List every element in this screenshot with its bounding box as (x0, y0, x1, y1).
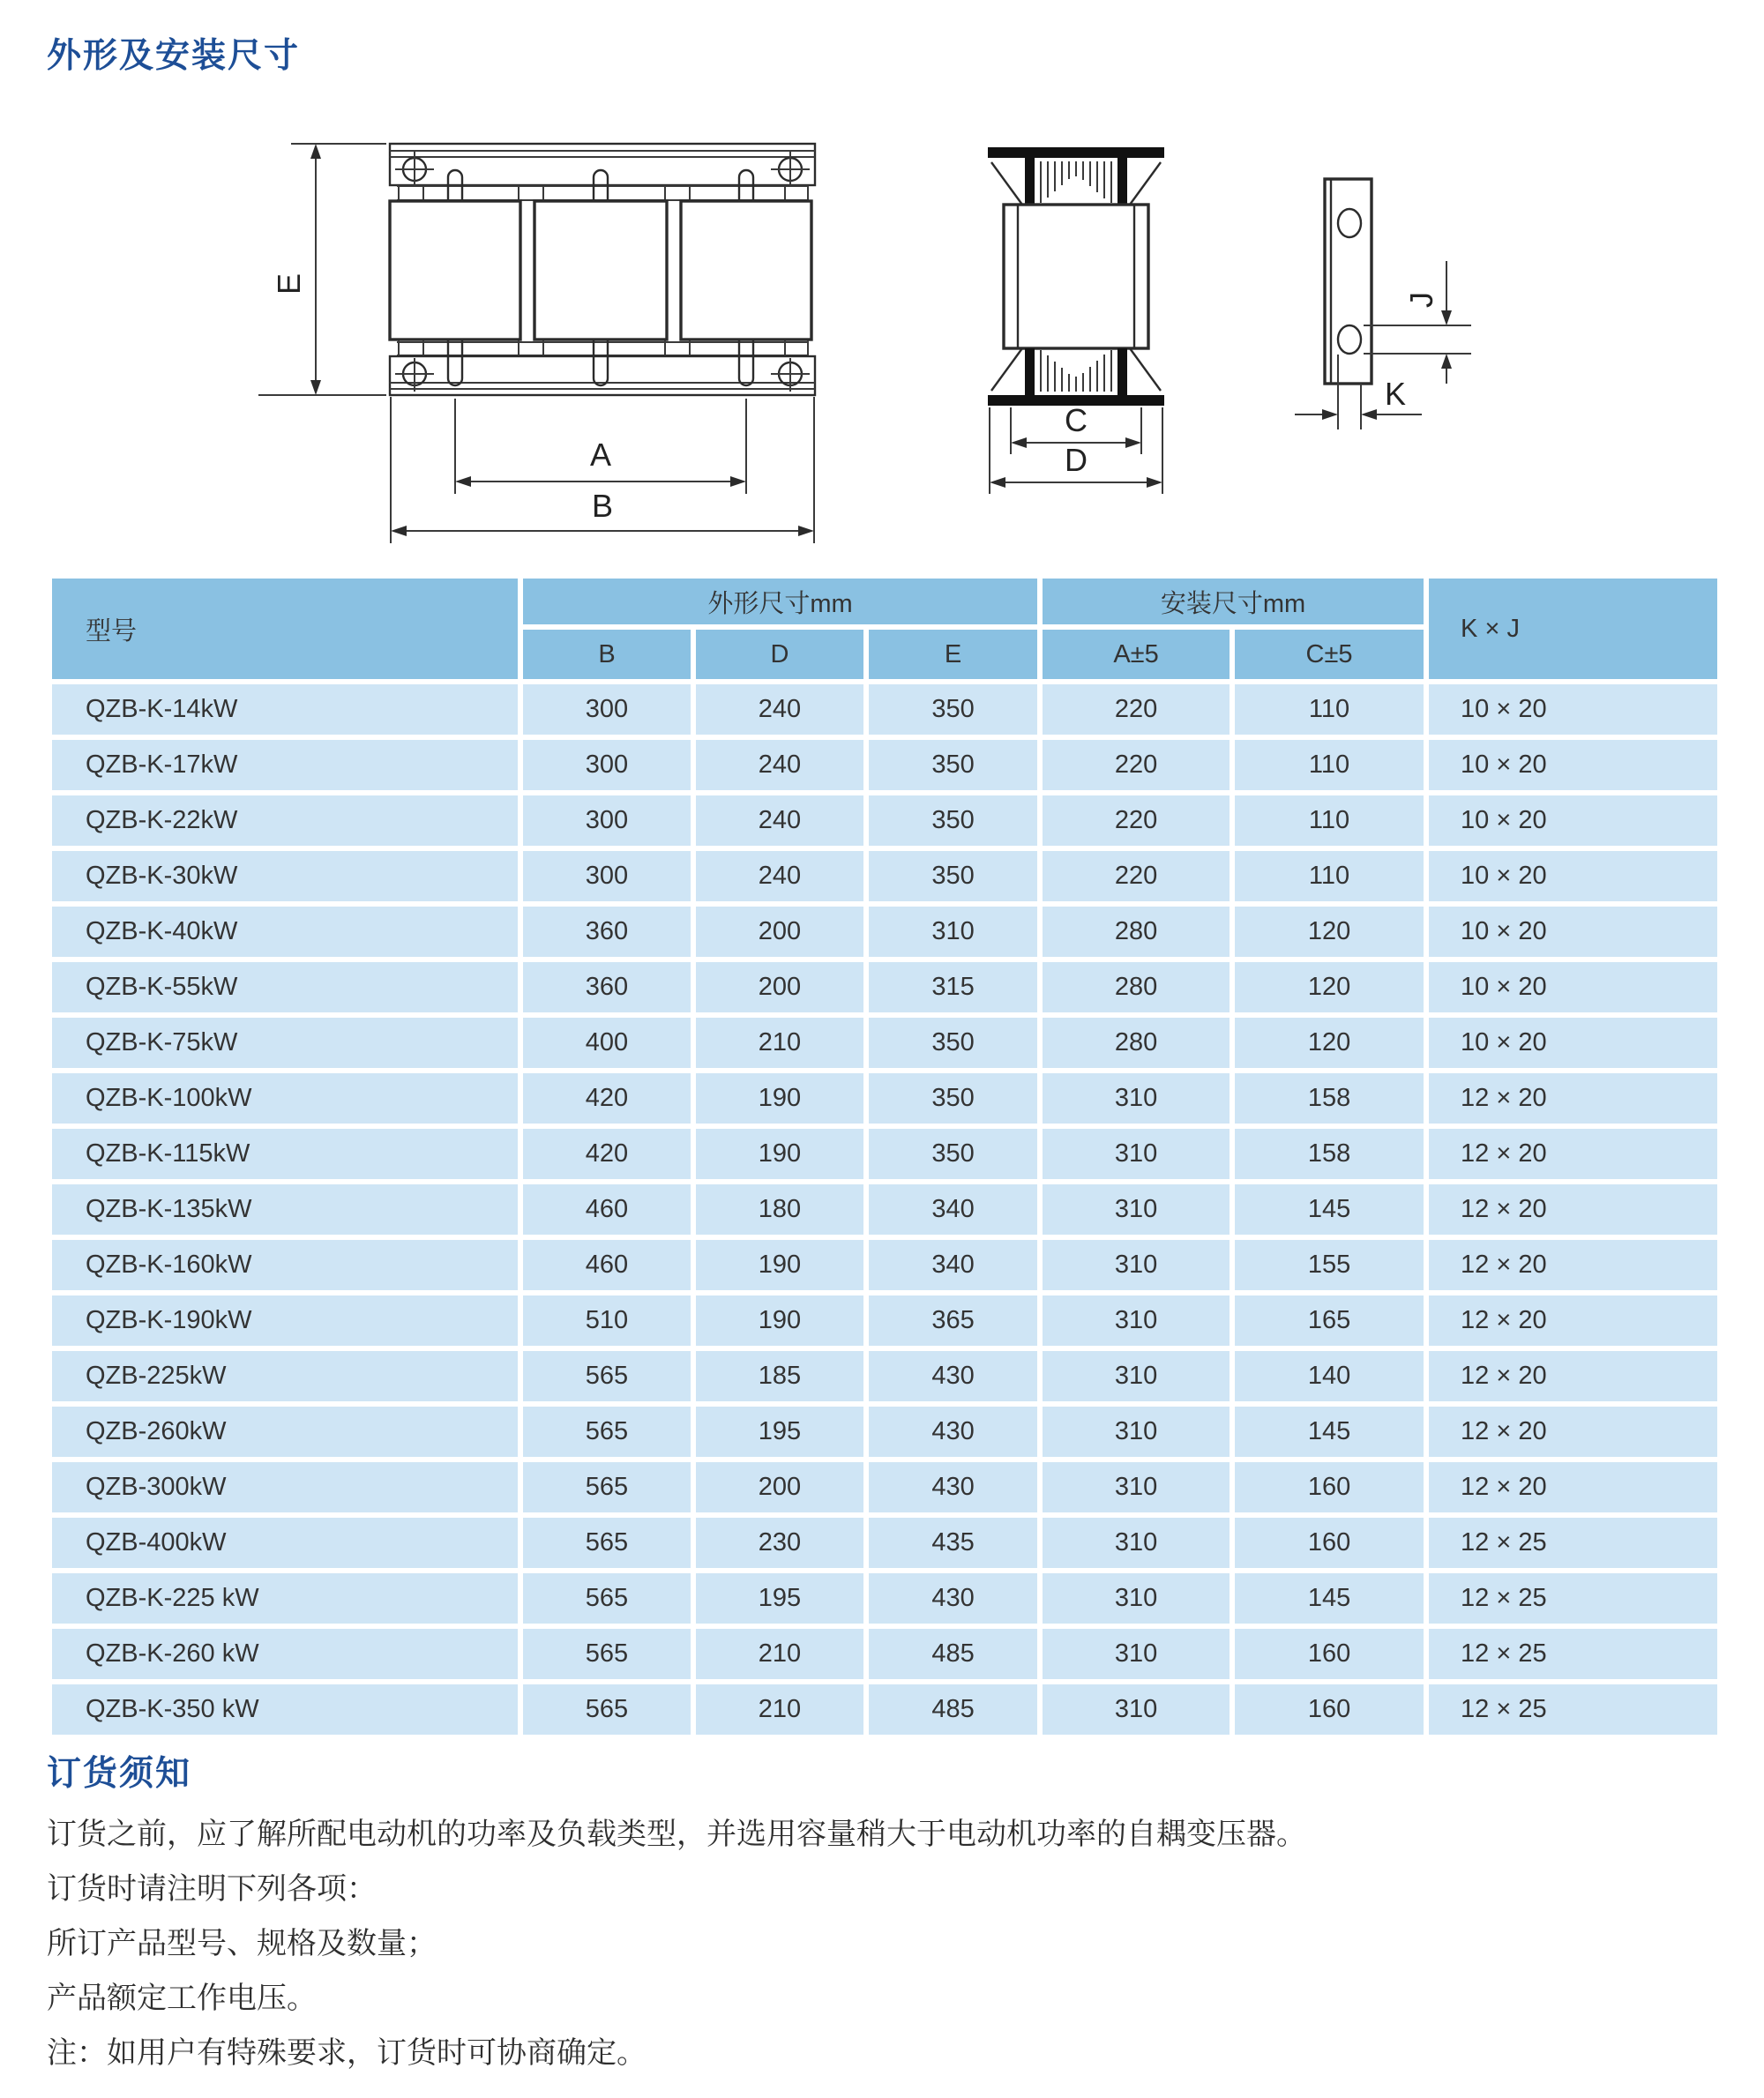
cell-e: 315 (866, 959, 1040, 1015)
cell-b: 565 (520, 1626, 693, 1682)
side-view-drawing (953, 123, 1208, 511)
col-header-d: D (693, 627, 866, 682)
cell-c: 120 (1232, 904, 1426, 959)
cell-e: 430 (866, 1460, 1040, 1515)
col-header-a: A±5 (1040, 627, 1232, 682)
cell-e: 310 (866, 904, 1040, 959)
dim-label-e: E (271, 273, 307, 295)
cell-kj: 10 × 20 (1426, 959, 1720, 1015)
cell-d: 200 (693, 959, 866, 1015)
cell-c: 160 (1232, 1515, 1426, 1571)
page-title: 外形及安装尺寸 (47, 37, 301, 75)
cell-e: 350 (866, 1071, 1040, 1126)
cell-kj: 10 × 20 (1426, 793, 1720, 848)
cell-a: 310 (1040, 1182, 1232, 1237)
cell-a: 280 (1040, 904, 1232, 959)
cell-c: 158 (1232, 1126, 1426, 1182)
cell-d: 210 (693, 1626, 866, 1682)
cell-c: 145 (1232, 1571, 1426, 1626)
front-view-drawing (238, 123, 838, 557)
cell-d: 210 (693, 1015, 866, 1071)
table-row (49, 793, 1720, 848)
cell-model: QZB-400kW (49, 1515, 520, 1571)
cell-e: 350 (866, 1015, 1040, 1071)
note-line: 订货时请注明下列各项： (47, 1872, 377, 1906)
cell-model: QZB-K-190kW (49, 1293, 520, 1348)
mounting-hole-icon (771, 358, 810, 392)
cell-b: 300 (520, 737, 693, 793)
cell-b: 565 (520, 1460, 693, 1515)
dim-label-c: C (1065, 402, 1088, 438)
cell-c: 165 (1232, 1293, 1426, 1348)
dim-label-j: J (1403, 292, 1439, 308)
cell-e: 350 (866, 848, 1040, 904)
cell-a: 310 (1040, 1404, 1232, 1460)
col-group-install: 安装尺寸mm (1040, 576, 1426, 627)
cell-model: QZB-K-160kW (49, 1237, 520, 1293)
cell-kj: 10 × 20 (1426, 682, 1720, 737)
cell-d: 195 (693, 1571, 866, 1626)
table-row (49, 1571, 1720, 1626)
table-row (49, 1293, 1720, 1348)
cell-model: QZB-K-22kW (49, 793, 520, 848)
cell-d: 195 (693, 1404, 866, 1460)
cell-b: 360 (520, 959, 693, 1015)
cell-kj: 12 × 20 (1426, 1348, 1720, 1404)
cell-c: 145 (1232, 1404, 1426, 1460)
cell-c: 110 (1232, 682, 1426, 737)
cell-b: 400 (520, 1015, 693, 1071)
table-row (49, 1682, 1720, 1737)
note-line: 订货之前，应了解所配电动机的功率及负载类型，并选用容量稍大于电动机功率的自耦变压器。 (47, 1818, 1306, 1851)
table-row (49, 1626, 1720, 1682)
cell-c: 110 (1232, 793, 1426, 848)
cell-b: 565 (520, 1682, 693, 1737)
note-line: 产品额定工作电压。 (47, 1982, 317, 2015)
table-row (49, 1348, 1720, 1404)
cell-model: QZB-K-30kW (49, 848, 520, 904)
table-row (49, 1237, 1720, 1293)
cell-c: 160 (1232, 1682, 1426, 1737)
cell-d: 185 (693, 1348, 866, 1404)
table-row (49, 1126, 1720, 1182)
cell-e: 350 (866, 682, 1040, 737)
col-header-b: B (520, 627, 693, 682)
cell-e: 430 (866, 1404, 1040, 1460)
cell-e: 340 (866, 1237, 1040, 1293)
order-section-title: 订货须知 (47, 1755, 192, 1793)
lamination-hatch (1041, 161, 1111, 203)
cell-d: 190 (693, 1237, 866, 1293)
cell-a: 220 (1040, 737, 1232, 793)
cell-d: 200 (693, 1460, 866, 1515)
cell-model: QZB-260kW (49, 1404, 520, 1460)
table-row (49, 1015, 1720, 1071)
cell-kj: 12 × 25 (1426, 1626, 1720, 1682)
cell-e: 435 (866, 1515, 1040, 1571)
cell-a: 310 (1040, 1682, 1232, 1737)
cell-kj: 12 × 20 (1426, 1237, 1720, 1293)
cell-e: 350 (866, 737, 1040, 793)
cell-a: 280 (1040, 959, 1232, 1015)
cell-kj: 10 × 20 (1426, 1015, 1720, 1071)
bracket-view-drawing (1279, 132, 1526, 450)
table-row (49, 1460, 1720, 1515)
table-row (49, 959, 1720, 1015)
cell-e: 340 (866, 1182, 1040, 1237)
table-row (49, 848, 1720, 904)
cell-d: 230 (693, 1515, 866, 1571)
cell-model: QZB-K-17kW (49, 737, 520, 793)
cell-d: 240 (693, 737, 866, 793)
cell-model: QZB-K-40kW (49, 904, 520, 959)
cell-model: QZB-225kW (49, 1348, 520, 1404)
table-row (49, 737, 1720, 793)
cell-a: 310 (1040, 1237, 1232, 1293)
cell-kj: 12 × 25 (1426, 1682, 1720, 1737)
cell-kj: 10 × 20 (1426, 737, 1720, 793)
cell-a: 310 (1040, 1571, 1232, 1626)
table-row (49, 1515, 1720, 1571)
cell-d: 200 (693, 904, 866, 959)
cell-kj: 12 × 20 (1426, 1460, 1720, 1515)
cell-b: 360 (520, 904, 693, 959)
table-row (49, 682, 1720, 737)
dim-label-k: K (1384, 376, 1407, 412)
cell-d: 190 (693, 1126, 866, 1182)
cell-a: 310 (1040, 1515, 1232, 1571)
cell-c: 160 (1232, 1626, 1426, 1682)
cell-model: QZB-K-135kW (49, 1182, 520, 1237)
cell-a: 310 (1040, 1126, 1232, 1182)
dimension-table (47, 573, 1723, 1740)
cell-c: 145 (1232, 1182, 1426, 1237)
cell-c: 110 (1232, 737, 1426, 793)
cell-b: 300 (520, 682, 693, 737)
cell-kj: 12 × 20 (1426, 1293, 1720, 1348)
cell-e: 485 (866, 1682, 1040, 1737)
cell-e: 365 (866, 1293, 1040, 1348)
dim-label-d: D (1065, 442, 1088, 478)
cell-model: QZB-K-225 kW (49, 1571, 520, 1626)
cell-c: 110 (1232, 848, 1426, 904)
cell-kj: 10 × 20 (1426, 848, 1720, 904)
cell-d: 210 (693, 1682, 866, 1737)
cell-kj: 12 × 20 (1426, 1071, 1720, 1126)
cell-a: 220 (1040, 793, 1232, 848)
cell-b: 300 (520, 793, 693, 848)
dimension-table-body (49, 682, 1720, 1737)
col-header-kxj: K × J (1426, 576, 1720, 682)
cell-model: QZB-K-75kW (49, 1015, 520, 1071)
cell-a: 310 (1040, 1460, 1232, 1515)
dim-label-a: A (589, 437, 612, 473)
cell-e: 485 (866, 1626, 1040, 1682)
cell-d: 190 (693, 1071, 866, 1126)
table-row (49, 1071, 1720, 1126)
cell-e: 430 (866, 1348, 1040, 1404)
cell-d: 240 (693, 682, 866, 737)
cell-b: 510 (520, 1293, 693, 1348)
col-header-e: E (866, 627, 1040, 682)
cell-d: 190 (693, 1293, 866, 1348)
lamination-hatch (1041, 350, 1111, 392)
cell-c: 120 (1232, 959, 1426, 1015)
cell-d: 240 (693, 848, 866, 904)
table-row (49, 1404, 1720, 1460)
mounting-hole-icon (395, 358, 434, 392)
dim-label-b: B (591, 488, 614, 524)
cell-a: 310 (1040, 1348, 1232, 1404)
technical-drawings (0, 0, 1764, 573)
cell-a: 310 (1040, 1293, 1232, 1348)
cell-b: 460 (520, 1237, 693, 1293)
cell-model: QZB-300kW (49, 1460, 520, 1515)
cell-b: 565 (520, 1348, 693, 1404)
cell-e: 350 (866, 793, 1040, 848)
col-group-outline: 外形尺寸mm (520, 576, 1040, 627)
cell-b: 420 (520, 1126, 693, 1182)
cell-b: 460 (520, 1182, 693, 1237)
cell-model: QZB-K-115kW (49, 1126, 520, 1182)
ordering-notes (47, 1818, 1723, 2092)
cell-model: QZB-K-14kW (49, 682, 520, 737)
cell-a: 220 (1040, 682, 1232, 737)
cell-d: 240 (693, 793, 866, 848)
cell-kj: 10 × 20 (1426, 904, 1720, 959)
cell-a: 310 (1040, 1626, 1232, 1682)
cell-c: 155 (1232, 1237, 1426, 1293)
table-row (49, 904, 1720, 959)
cell-kj: 12 × 25 (1426, 1571, 1720, 1626)
cell-c: 158 (1232, 1071, 1426, 1126)
cell-b: 420 (520, 1071, 693, 1126)
cell-kj: 12 × 20 (1426, 1182, 1720, 1237)
cell-b: 565 (520, 1404, 693, 1460)
cell-a: 280 (1040, 1015, 1232, 1071)
col-header-c: C±5 (1232, 627, 1426, 682)
cell-e: 350 (866, 1126, 1040, 1182)
cell-c: 160 (1232, 1460, 1426, 1515)
cell-c: 140 (1232, 1348, 1426, 1404)
cell-b: 565 (520, 1571, 693, 1626)
cell-model: QZB-K-100kW (49, 1071, 520, 1126)
cell-model: QZB-K-55kW (49, 959, 520, 1015)
cell-b: 565 (520, 1515, 693, 1571)
cell-model: QZB-K-260 kW (49, 1626, 520, 1682)
cell-kj: 12 × 25 (1426, 1515, 1720, 1571)
cell-kj: 12 × 20 (1426, 1126, 1720, 1182)
note-line: 注：如用户有特殊要求，订货时可协商确定。 (47, 2036, 647, 2070)
cell-kj: 12 × 20 (1426, 1404, 1720, 1460)
cell-a: 220 (1040, 848, 1232, 904)
cell-c: 120 (1232, 1015, 1426, 1071)
cell-model: QZB-K-350 kW (49, 1682, 520, 1737)
cell-a: 310 (1040, 1071, 1232, 1126)
table-row (49, 1182, 1720, 1237)
cell-e: 430 (866, 1571, 1040, 1626)
note-line: 所订产品型号、规格及数量； (47, 1927, 437, 1960)
col-header-model: 型号 (49, 576, 520, 682)
cell-d: 180 (693, 1182, 866, 1237)
cell-b: 300 (520, 848, 693, 904)
